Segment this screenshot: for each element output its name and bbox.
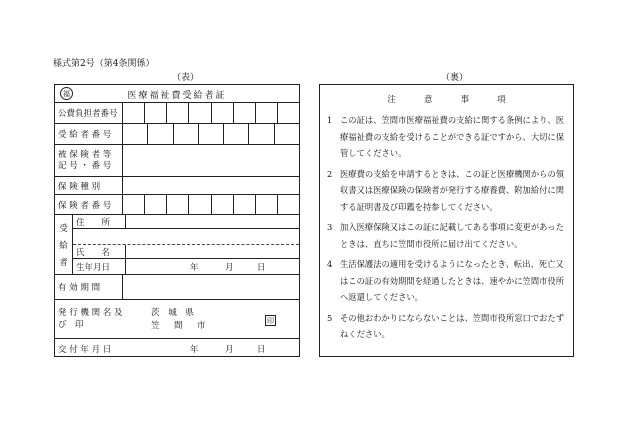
issue-date-row (55, 339, 299, 358)
front-side-label: （表） (172, 73, 200, 83)
insurance-type-label: 保 険 種 別 (55, 177, 123, 194)
insurer-number-label: 保 険 者 番 号 (55, 195, 123, 214)
burden-number-label: 公費負担者番号 (55, 103, 123, 123)
address-label: 住 所 (73, 215, 126, 228)
note-item: 4 生活保護法の適用を受けるようになったとき、転出、死亡又はこの証の有効期間を経過したときは、速やかに笠間市役所へ返還してください。 (327, 259, 565, 302)
official-stamp-icon: 印 (267, 316, 274, 325)
front-card (54, 84, 300, 357)
recipient-group (55, 215, 299, 275)
birthdate-row (73, 259, 299, 275)
validity-row (55, 275, 299, 300)
note-item: 3 加入医療保険又はこの証に記載してある事項に変更があったときは、直ちに笠間市役所に届け出てください。 (327, 222, 564, 249)
issuer-row (55, 300, 299, 339)
welfare-seal-icon: 福 (60, 87, 73, 100)
issuer-label: 発 行 機 関 名 及 び 印 (58, 308, 132, 330)
note-item: 2 医療費の支給を申請するときは、この証と医療機関からの領収書又は医療保険の保険者が発行する療養費、附加給付に関する証明書及び印鑑を持参してください。 (327, 168, 565, 212)
issue-date-value: 年 月 日 (190, 344, 266, 355)
insurer-number-boxes (123, 195, 299, 214)
recipient-number-boxes (123, 124, 299, 144)
notes-list (327, 112, 566, 347)
recipient-number-label: 受 給 者 番 号 (55, 124, 123, 144)
address-extra-row (73, 229, 299, 245)
notes-title: 注 意 事 項 (387, 95, 506, 105)
insured-symbol-label: 被 保 険 者 等 記 号 ・ 番 号 (55, 145, 123, 176)
insured-symbol-row (55, 145, 299, 177)
birthdate-label: 生年月日 (73, 259, 126, 275)
recipient-number-row (55, 124, 299, 145)
insurer-number-row (55, 195, 299, 215)
form-number: 様式第2号（第4条関係） (53, 59, 155, 69)
note-item: 1 この証は、笠間市医療福祉費の支給に関する条例により、医療福祉費の支給を受けることができる証ですから、大切に保管してください。 (327, 115, 565, 158)
burden-number-boxes (123, 103, 299, 123)
back-side-label: （裏） (441, 73, 469, 83)
front-title: 医療福祉費受給者証 (127, 91, 227, 101)
insurance-type-row (55, 177, 299, 195)
name-label: 氏 名 (73, 245, 126, 258)
issue-date-label: 交 付 年 月 日 (58, 344, 112, 355)
note-item: 5 その他おわかりにならないことは、笠間市役所窓口でおたずねください。 (327, 312, 565, 339)
address-row (73, 215, 299, 229)
recipient-vertical-label: 受 給 者 (55, 215, 73, 274)
back-card (319, 84, 574, 357)
validity-label: 有 効 期 間 (55, 275, 123, 299)
issuer-city: 笠 間 市 (151, 321, 209, 331)
birthdate-value: 年 月 日 (190, 263, 266, 273)
name-row (73, 245, 299, 259)
burden-number-row (55, 103, 299, 124)
front-title-row (55, 85, 299, 103)
issuer-prefecture: 茨 城 県 (151, 308, 197, 318)
